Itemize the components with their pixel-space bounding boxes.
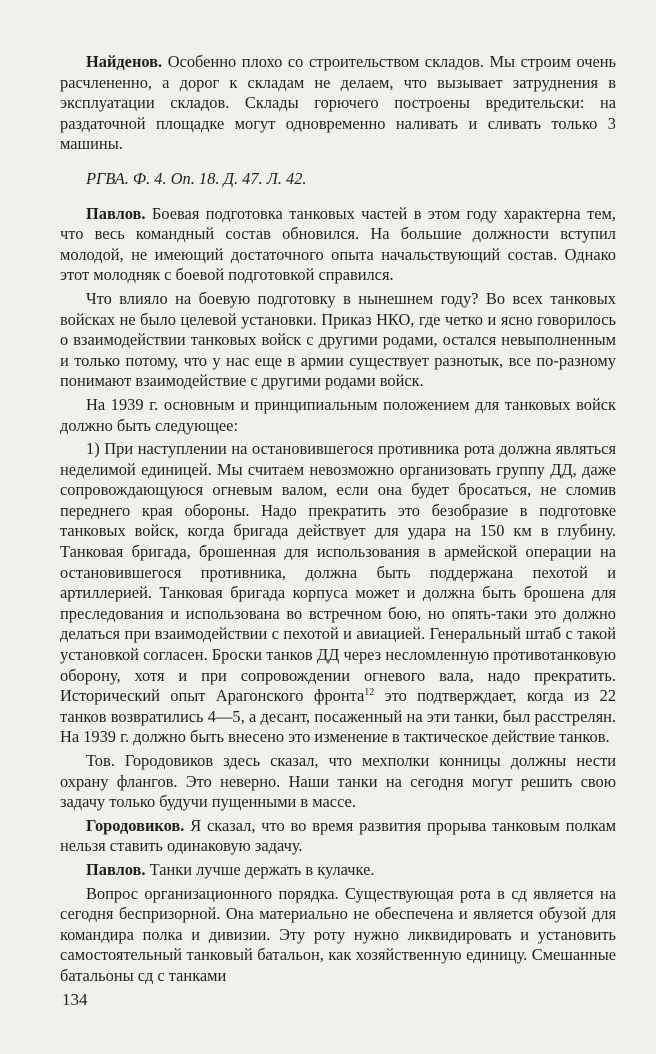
speaker-name: Городовиков. [86,815,185,835]
paragraph-text: 1) При наступлении на остановившегося противника рота должна являться неделимой единицей. Мы считаем невозможно организовать группу ДД, даже сопровождающуюся огневым валом, если она будет бросаться, не сломив переднего края обороны. Надо прекратить это безобразие в подготовке танковых войск, когда бригада действует для удара на 150 км в глубину. Танковая бригада, брошенная для использования в армейской операции на остановившегося противника, должна быть поддержана пехотой и артиллерией. Танковая бригада корпуса может и должна быть брошена для преследования и использована во встречном бою, но опять-таки это должно делаться при взаимодействии с пехотой и авиацией. Генеральный штаб с такой установкой согласен. Броски танков ДД через несломленную противотанковую оборону, хотя и при сопровождении огневого вала, надо прекратить. Исторический опыт Арагонского фронта [60,439,616,706]
speaker-name: Павлов. [86,203,146,223]
page-number: 134 [62,990,88,1009]
paragraph-pavlov-training [60,204,616,286]
paragraph-text: Я сказал, что во время развития прорыва танковым полкам нельзя ставить одинаковую задачу. [60,815,616,856]
paragraph-point-1 [60,439,616,748]
paragraph-naydenov-warehouses [60,52,616,155]
paragraph-1939-principle: На 1939 г. основным и принципиальным положением для танковых войск должно быть следующее: [60,394,616,435]
paragraph-gorodovikov-flanks: Тов. Городовиков здесь сказал, что мехполки конницы должны нести охрану флангов. Это неверно. Наши танки на сегодня могут решить свою задачу только будучи пущенными в массе. [60,751,616,812]
paragraph-training-influence: Что влияло на боевую подготовку в нынешнем году? Во всех танковых войсках не было целевой установки. Приказ НКО, где четко и ясно говорилось о взаимодействии танковых войск с другими родами, остался невыполненным и только потому, что у нас еще в армии существует разнотык, все по-разному понимают взаимодействие с другими родами войск. [60,288,616,391]
paragraph-organization: Вопрос организационного порядка. Существующая рота в сд является на сегодня беспризорной. Она материально не обеспечена и является обузой для командира полка и дивизии. Эту роту нужно ликвидировать и установить самостоятельный танковый батальон, как хозяйственную единицу. Смешанные батальоны сд с танками [60,883,616,985]
footnote-marker: 12 [364,687,375,699]
paragraph-pavlov-fist [60,860,616,881]
paragraph-text: Боевая подготовка танковых частей в этом году характерна тем, что весь командный состав обновился. На большие должности вступил молодой, не имеющий достаточного опыта начальствующий состав. Однако этот молодняк с боевой подготовкой справился. [60,203,616,285]
paragraph-text: Особенно плохо со строительством складов. Мы строим очень расчлененно, а дорог к складам не делаем, что вызывает затруднения в эксплуатации складов. Склады горючего построены вредительски: на раздаточной площадке могут одновременно наливать и сливать только 3 машины. [60,52,616,154]
paragraph-text-continued: это подтверждает, когда из 22 танков возвратились 4—5, а десант, посаженный на эти танки, был расстрелян. На 1939 г. должно быть внесено это изменение в тактическое действие танков. [60,686,617,747]
paragraph-gorodovikov-reply [60,816,616,857]
archive-source-reference: РГВА. Ф. 4. Оп. 18. Д. 47. Л. 42. [86,168,307,188]
speaker-name: Найденов. [86,52,163,71]
speaker-name: Павлов. [86,859,146,879]
paragraph-text: Танки лучше держать в кулачке. [145,859,375,879]
book-page [60,52,616,1012]
